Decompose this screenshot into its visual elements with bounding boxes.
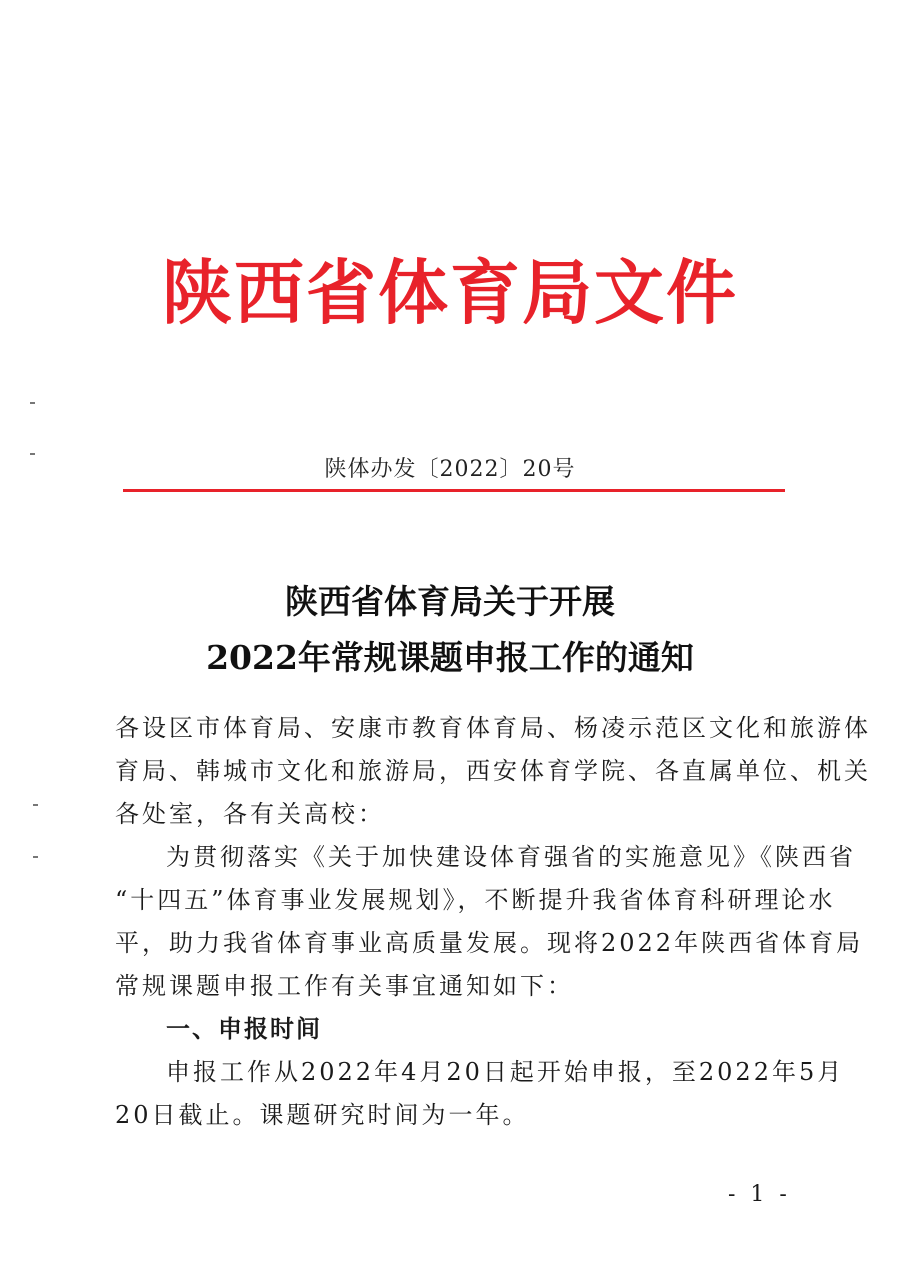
red-divider-line [123, 489, 785, 492]
section-1-heading: 一、申报时间 [166, 1015, 322, 1043]
scan-margin-mark [33, 856, 38, 858]
intro-line-3: 平，助力我省体育事业高质量发展。现将2022年陕西省体育局 [115, 929, 864, 957]
intro-line-4: 常规课题申报工作有关事宜通知如下： [115, 972, 574, 1000]
page-number: - 1 - [728, 1182, 791, 1207]
intro-line-1: 为贯彻落实《关于加快建设体育强省的实施意见》《陕西省 [166, 843, 856, 871]
addressee-line-1: 各设区市体育局、安康市教育体育局、杨凌示范区文化和旅游体 [115, 714, 871, 742]
addressee-line-3: 各处室，各有关高校： [115, 800, 385, 828]
title-line-1: 陕西省体育局关于开展 [285, 582, 615, 621]
title-line-2: 2022年常规课题申报工作的通知 [206, 638, 694, 677]
section-1-line-1: 申报工作从2022年4月20日起开始申报，至2022年5月 [166, 1058, 845, 1086]
document-number: 陕体办发〔2022〕20号 [324, 457, 576, 482]
addressee-line-2: 育局、韩城市文化和旅游局，西安体育学院、各直属单位、机关 [115, 757, 871, 785]
section-1-line-2: 20日截止。课题研究时间为一年。 [115, 1101, 530, 1129]
intro-line-2: “十四五”体育事业发展规划》，不断提升我省体育科研理论水 [115, 886, 836, 914]
scan-margin-mark [30, 453, 35, 455]
issuer-masthead: 陕西省体育局文件 [162, 252, 738, 334]
scan-margin-mark [33, 804, 38, 806]
scan-margin-mark [30, 402, 35, 404]
